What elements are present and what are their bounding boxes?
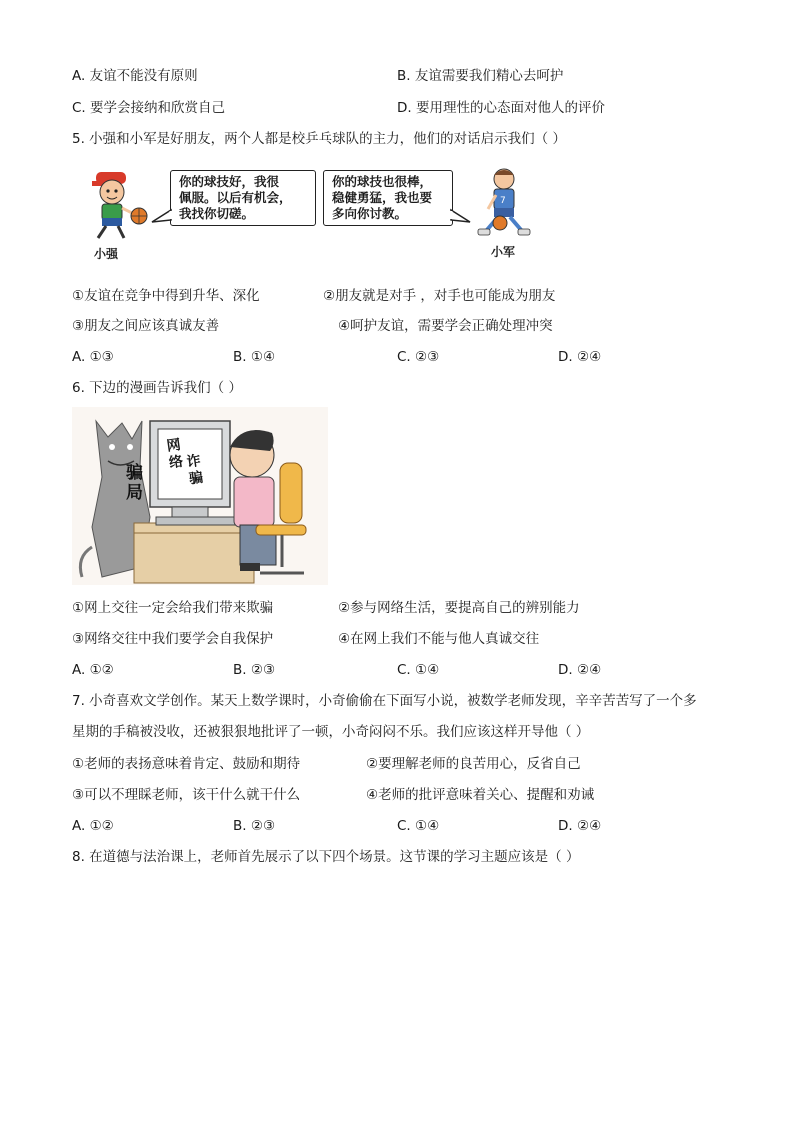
q4-option-d: D. 要用理性的心态面对他人的评价	[397, 100, 605, 116]
boy-xiaoqiang-cartoon	[82, 168, 152, 244]
bubble-right-line: 你的球技也很棒，	[332, 174, 433, 189]
svg-text:7: 7	[500, 196, 506, 206]
q7-statement-1: ①老师的表扬意味着肯定、鼓励和期待	[72, 756, 301, 772]
screen-char: 络	[168, 453, 185, 472]
q7-statement-4: ④老师的批评意味着关心、提醒和劝诫	[366, 787, 595, 803]
bubble-left-line: 我找你切磋。	[179, 206, 255, 221]
screen-char: 骗	[188, 469, 205, 488]
devil-label-trap	[126, 463, 143, 503]
q6-statement-3: ③网络交往中我们要学会自我保护	[72, 631, 274, 647]
devil-char: 局	[126, 483, 143, 503]
q6-choice-d: D. ②④	[558, 662, 602, 678]
q7-choice-a: A. ①②	[72, 818, 114, 834]
bubble-left-line: 你的球技好，我很	[179, 174, 280, 189]
q7-statement-2: ②要理解老师的良苦用心，反省自己	[366, 756, 581, 772]
q5-choice-c: C. ②③	[397, 349, 440, 365]
screen-label-fraud-2	[186, 451, 214, 488]
bubble-right-line: 多向你讨教。	[332, 206, 408, 221]
q6-statement-2: ②参与网络生活，要提高自己的辨别能力	[338, 600, 580, 616]
q6-choice-c: C. ①④	[397, 662, 440, 678]
q5-choice-a: A. ①③	[72, 349, 114, 365]
bubble-right-line: 稳健勇猛，我也要	[332, 190, 433, 205]
q6-statement-1: ①网上交往一定会给我们带来欺骗	[72, 600, 274, 616]
screen-char: 网	[165, 436, 182, 455]
q5-stem: 5. 小强和小军是好朋友，两个人都是校乒乓球队的主力，他们的对话启示我们（ ）	[72, 131, 566, 147]
q5-statement-3: ③朋友之间应该真诚友善	[72, 318, 220, 334]
q4-option-a: A. 友谊不能没有原则	[72, 68, 198, 84]
q6-choice-b: B. ②③	[233, 662, 276, 678]
network-fraud-comic	[72, 407, 328, 585]
bubble-left-line: 佩服。以后有机会，	[179, 190, 292, 205]
q4-option-c: C. 要学会接纳和欣赏自己	[72, 100, 226, 116]
bubble-left-tail	[150, 208, 174, 226]
q7-statement-3: ③可以不理睬老师，该干什么就干什么	[72, 787, 301, 803]
speech-bubble-left	[170, 170, 316, 226]
name-xiaojun: 小军	[491, 245, 516, 259]
q5-choice-d: D. ②④	[558, 349, 602, 365]
boy-xiaojun-cartoon	[466, 165, 538, 245]
q5-statement-2: ②朋友就是对手 ，对手也可能成为朋友	[323, 288, 556, 304]
q4-option-b: B. 友谊需要我们精心去呵护	[397, 68, 564, 84]
q8-stem: 8. 在道德与法治课上，老师首先展示了以下四个场景。这节课的学习主题应该是（ ）	[72, 849, 580, 865]
q5-choice-b: B. ①④	[233, 349, 276, 365]
q5-statement-1: ①友谊在竞争中得到升华、深化	[72, 288, 260, 304]
name-xiaoqiang: 小强	[94, 247, 119, 261]
q5-statement-4: ④呵护友谊，需要学会正确处理冲突	[338, 318, 553, 334]
q7-stem-line-1: 7. 小奇喜欢文学创作。某天上数学课时，小奇偷偷在下面写小说，被数学老师发现，辛辛苦苦写了一个多	[72, 693, 697, 709]
comic-drawing	[72, 407, 328, 585]
speech-bubble-right	[323, 170, 453, 226]
q6-statement-4: ④在网上我们不能与他人真诚交往	[338, 631, 540, 647]
q7-stem-line-2: 星期的手稿被没收，还被狠狠地批评了一顿，小奇闷闷不乐。我们应该这样开导他（ ）	[72, 724, 590, 740]
q7-choice-d: D. ②④	[558, 818, 602, 834]
devil-char: 骗	[126, 463, 143, 483]
q6-stem: 6. 下边的漫画告诉我们（ ）	[72, 380, 242, 396]
q7-choice-b: B. ②③	[233, 818, 276, 834]
q7-choice-c: C. ①④	[397, 818, 440, 834]
q6-choice-a: A. ①②	[72, 662, 114, 678]
screen-char: 诈	[185, 452, 202, 471]
